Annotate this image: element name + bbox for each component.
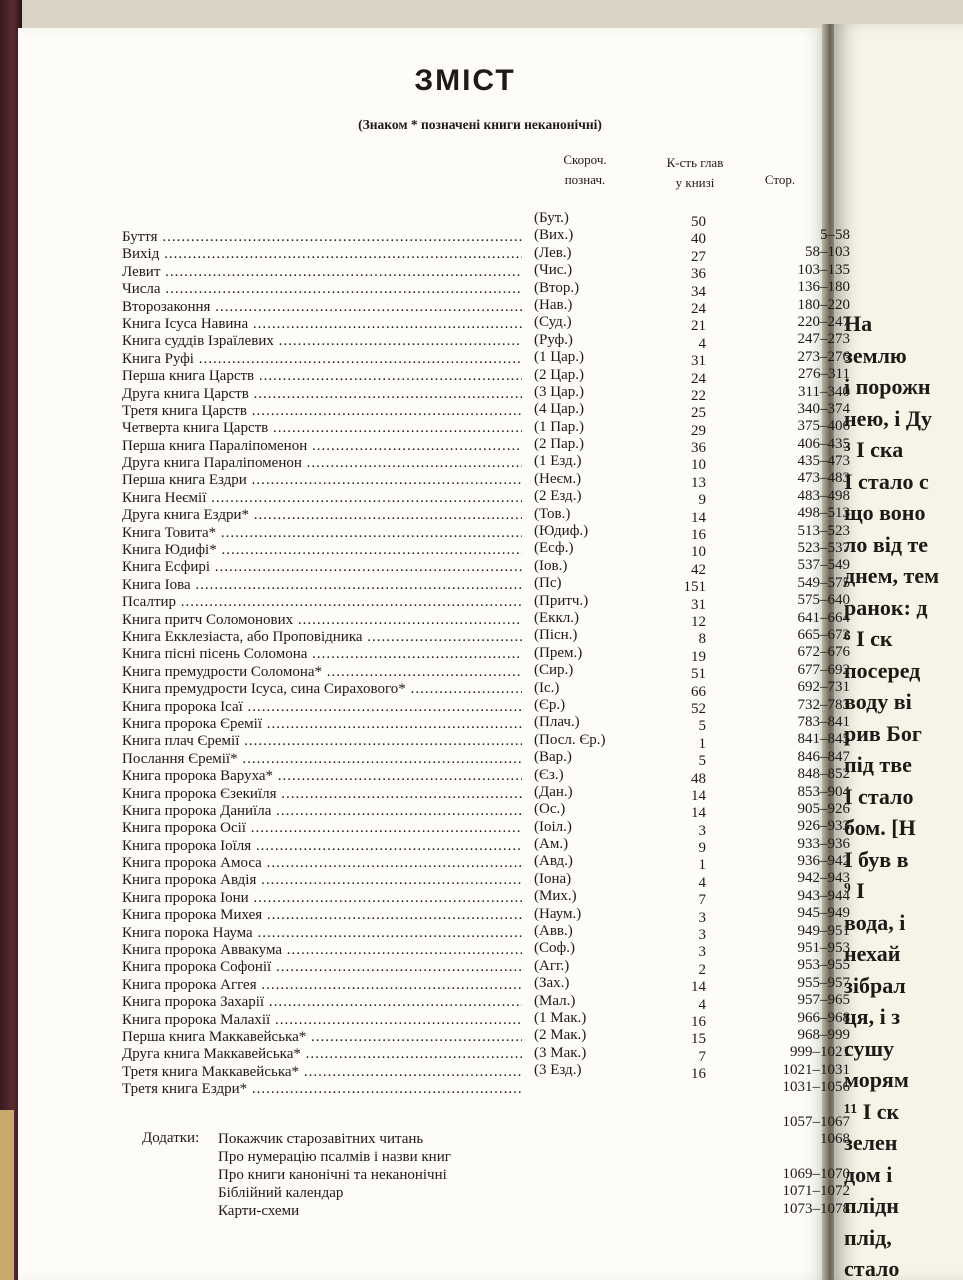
toc-abbreviation: (1 Цар.) — [534, 349, 584, 366]
toc-book-name: Левит ..... — [122, 264, 522, 281]
toc-page-range: 966–968 — [797, 1009, 850, 1026]
right-page-line: посеред — [844, 657, 921, 683]
toc-book-name: Книга Товита* ..... — [122, 525, 522, 542]
toc-chapter-count: 10 — [691, 544, 706, 561]
toc-book-name: Друга книга Царств ..... — [122, 386, 522, 403]
right-page-line: бом. [Н — [844, 815, 916, 840]
toc-abbreviation: (Чис.) — [534, 262, 573, 279]
toc-book-name: Книга пророка Даниїла ..... — [122, 803, 522, 820]
right-page-line: ранок: д — [844, 594, 928, 620]
page-title: ЗМІСТ — [414, 64, 516, 97]
toc-book-name: Книга Екклезіаста, або Проповідника ..... — [122, 629, 522, 646]
toc-abbreviation: (Авд.) — [534, 853, 573, 870]
right-page-line: землю — [844, 342, 907, 368]
supplements-label: Додатки: — [142, 1130, 200, 1146]
toc-page-range: 575–640 — [797, 592, 850, 609]
right-page-line: під тве — [844, 752, 912, 777]
right-page-line: стало — [844, 1256, 900, 1280]
toc-page-range: 498–513 — [797, 505, 850, 522]
right-page-line: ⁶ І ск — [844, 626, 893, 651]
toc-abbreviation: (Пс) — [534, 575, 562, 592]
toc-chapter-count: 21 — [691, 318, 706, 335]
toc-page-range: 677–692 — [797, 661, 850, 678]
toc-chapter-count: 8 — [698, 631, 706, 648]
toc-abbreviation: (1 Пар.) — [534, 418, 584, 435]
toc-abbreviation: (Бут.) — [534, 210, 569, 226]
toc-chapter-count: 16 — [691, 1013, 706, 1030]
toc-page-range: 549–575 — [797, 574, 850, 591]
right-page-line: ло від те — [844, 531, 929, 557]
toc-chapter-count: 27 — [691, 248, 706, 265]
toc-chapter-count: 51 — [691, 666, 706, 683]
toc-book-name: Книга пророка Софонії ..... — [122, 959, 522, 976]
toc-chapter-count: 10 — [691, 457, 706, 474]
toc-page-range: 513–523 — [797, 522, 850, 539]
toc-abbreviation: (Сир.) — [534, 662, 574, 679]
toc-page-range: 375–406 — [797, 418, 850, 435]
toc-chapter-count: 19 — [691, 648, 706, 665]
toc-page-range — [738, 1097, 850, 1114]
toc-chapter-count: 25 — [691, 405, 706, 422]
toc-abbreviation: (Еккл.) — [534, 609, 579, 626]
toc-abbreviation: (Вих.) — [534, 227, 574, 244]
toc-abbreviation: (Іов.) — [534, 557, 568, 574]
toc-book-name: Третя книга Маккавейська* ..... — [122, 1064, 522, 1081]
right-page-line: І стало с — [844, 468, 929, 494]
right-page-line: На — [844, 311, 873, 336]
toc-book-name: Книга пророка Захарії ..... — [122, 994, 522, 1011]
toc-page-range: 953–955 — [797, 957, 850, 974]
toc-chapter-count: 7 — [698, 1048, 706, 1065]
supplement-item: Біблійний календар — [218, 1185, 344, 1201]
toc-book-name: Друга книга Ездри* ..... — [122, 507, 522, 524]
right-page-line: плідн — [844, 1193, 899, 1218]
toc-book-name: Книга пророка Аввакума ..... — [122, 942, 522, 959]
toc-page-range: 483–498 — [797, 487, 850, 504]
toc-page-range: 949–951 — [797, 922, 850, 939]
toc-chapter-count: 16 — [691, 1066, 706, 1083]
toc-book-name: Книга Іова ..... — [122, 577, 522, 594]
toc-book-name: Книга плач Єремії ..... — [122, 733, 522, 750]
toc-abbreviation: (Дан.) — [534, 783, 573, 800]
right-page-line: ⁹ І — [844, 878, 865, 903]
toc-book-name: Книга пророка Ісаї ..... — [122, 699, 522, 716]
toc-page-range: 523–537 — [797, 540, 850, 557]
toc-abbreviation: (Притч.) — [534, 592, 589, 609]
toc-abbreviation: (Руф.) — [534, 331, 573, 348]
page-subtitle: (Знаком * позначені книги неканонічні) — [358, 117, 602, 132]
toc-abbreviation: (Вар.) — [534, 749, 572, 766]
right-page-line: воду ві — [844, 689, 912, 714]
toc-abbreviation: (Тов.) — [534, 505, 571, 522]
toc-page-range: 406–435 — [797, 435, 850, 452]
toc-page-range: 1031–1056 — [782, 1079, 850, 1096]
toc-abbreviation: (Пісн.) — [534, 627, 578, 644]
toc-abbreviation: (Прем.) — [534, 644, 583, 661]
toc-page-range: 103–135 — [797, 261, 850, 278]
right-page-line: ця, і з — [844, 1004, 901, 1029]
toc-page-range: 968–999 — [797, 1026, 850, 1043]
toc-book-name: Книга пророка Осії ..... — [122, 820, 522, 837]
toc-chapter-count: 5 — [698, 753, 706, 770]
toc-chapter-count: 42 — [691, 561, 706, 578]
toc-abbreviation: (Єз.) — [534, 766, 564, 783]
toc-page-range: 665–672 — [797, 626, 850, 643]
right-page-line: дом і — [844, 1161, 893, 1187]
right-page-line: ¹¹ І ск — [844, 1098, 900, 1124]
toc-abbreviation: (4 Цар.) — [534, 401, 584, 418]
toc-page-range: 136–180 — [797, 279, 850, 296]
toc-chapter-count: 66 — [691, 683, 706, 700]
toc-abbreviation: (Іона) — [534, 870, 572, 887]
toc-abbreviation: (Юдиф.) — [534, 523, 589, 540]
toc-book-name: Книга премудрости Ісуса, сина Сирахового* ..... — [122, 681, 522, 698]
toc-abbreviation: (3 Мак.) — [534, 1044, 587, 1061]
toc-page-range: 841–845 — [797, 731, 850, 748]
toc-page-range: 1069–1070 — [782, 1166, 850, 1183]
toc-book-name: Книга пророка Іони ..... — [122, 890, 522, 907]
toc-page-range: 435–473 — [797, 453, 850, 470]
toc-chapter-count: 3 — [698, 927, 706, 944]
toc-book-name: Книга пророка Амоса ..... — [122, 855, 522, 872]
page-range-column — [738, 227, 850, 1218]
toc-abbreviation: (Авв.) — [534, 923, 573, 940]
toc-chapter-count: 14 — [691, 979, 706, 996]
toc-chapter-count: 14 — [691, 805, 706, 822]
toc-book-name: Книга Ісуса Навина ..... — [122, 316, 522, 333]
toc-page-range: 692–731 — [797, 679, 850, 696]
toc-page-range: 180–220 — [797, 296, 850, 313]
toc-chapter-count: 50 — [691, 214, 706, 230]
toc-chapter-count: 1 — [698, 735, 706, 752]
right-page-line: нехай — [844, 941, 901, 966]
toc-chapter-count: 9 — [698, 840, 706, 857]
toc-book-name: Книга Есфирі ..... — [122, 559, 522, 576]
toc-abbreviation: (2 Пар.) — [534, 436, 584, 453]
toc-chapter-count: 52 — [691, 700, 706, 717]
toc-abbreviation: (Лев.) — [534, 244, 572, 261]
supplement-item: Про нумерацію псалмів і назви книг — [218, 1149, 451, 1165]
toc-chapter-count: 1 — [698, 857, 706, 874]
toc-page-range: 473–483 — [797, 470, 850, 487]
toc-abbreviation: (Суд.) — [534, 314, 572, 331]
toc-page-range: 276–311 — [798, 366, 850, 383]
toc-page-range: 955–957 — [797, 974, 850, 991]
toc-chapter-count: 16 — [691, 527, 706, 544]
toc-page-range: 732–783 — [797, 696, 850, 713]
toc-chapter-count: 7 — [698, 892, 706, 909]
toc-page-range: 5–58 — [820, 227, 850, 243]
header-abbr — [530, 150, 640, 190]
header-pages-label: Стор. — [764, 172, 796, 187]
toc-book-name: Книга порока Наума ..... — [122, 925, 522, 942]
header-pages — [750, 170, 810, 190]
toc-abbreviation: (Ос.) — [534, 801, 566, 818]
toc-abbreviation: (Посл. Єр.) — [534, 731, 606, 748]
toc-book-name: Перша книга Царств ..... — [122, 368, 522, 385]
toc-page-range: 1057–1067 — [782, 1113, 850, 1130]
toc-abbreviation: (Нав.) — [534, 296, 573, 313]
toc-abbreviation: (Зах.) — [534, 975, 570, 992]
toc-abbreviation: (1 Езд.) — [534, 453, 582, 470]
toc-page-range: 1073–1078 — [782, 1200, 850, 1217]
toc-abbreviation: (1 Мак.) — [534, 1009, 587, 1026]
toc-page-range: 58–103 — [805, 244, 850, 261]
right-page-line: нею, і Ду — [844, 405, 932, 431]
toc-book-name: Друга книга Параліпоменон ..... — [122, 455, 522, 472]
toc-book-name: Перша книга Ездри ..... — [122, 472, 522, 489]
toc-chapter-count: 14 — [691, 787, 706, 804]
right-page-line: ³ І ска — [844, 437, 904, 462]
toc-page-range: 926–933 — [797, 818, 850, 835]
toc-abbreviation: (Мал.) — [534, 992, 576, 1009]
toc-book-name: Послання Єремії* ..... — [122, 751, 522, 768]
toc-book-name: Книга пророка Аггея ..... — [122, 977, 522, 994]
toc-book-name: Псалтир ..... — [122, 594, 522, 611]
toc-page-range: 846–847 — [797, 748, 850, 765]
right-page-line: І був в — [844, 846, 909, 872]
toc-abbreviation: (Мих.) — [534, 888, 577, 905]
toc-book-name: Книга Неємії ..... — [122, 490, 522, 507]
toc-book-name: Книга пісні пісень Соломона ..... — [122, 646, 522, 663]
toc-book-name: Книга суддів Ізраїлевих ..... — [122, 333, 522, 350]
toc-chapter-count: 3 — [698, 909, 706, 926]
toc-chapter-count: 151 — [683, 579, 706, 596]
toc-page-range: 999–1021 — [790, 1044, 850, 1061]
toc-page-range: 945–949 — [797, 905, 850, 922]
toc-book-name: Буття ..... — [122, 229, 522, 246]
toc-abbreviation: (Іс.) — [534, 679, 560, 696]
toc-abbreviation: (Агг.) — [534, 957, 570, 974]
header-chapters — [640, 153, 750, 193]
toc-page-range: 957–965 — [797, 992, 850, 1009]
toc-chapter-count: 4 — [698, 996, 706, 1013]
toc-abbreviation: (Втор.) — [534, 279, 580, 296]
toc-book-name: Книга Юдифі* ..... — [122, 542, 522, 559]
toc-book-name: Книга пророка Малахії ..... — [122, 1012, 522, 1029]
toc-chapter-count: 24 — [691, 370, 706, 387]
toc-page-range: 1068 — [820, 1131, 850, 1148]
book-cover-corner — [0, 1110, 14, 1280]
toc-book-name: Книга пророка Єремії ..... — [122, 716, 522, 733]
toc-chapter-count: 22 — [691, 387, 706, 404]
toc-page-range: 848–852 — [797, 766, 850, 783]
right-page-line: плід, — [844, 1224, 892, 1250]
toc-chapter-count: 24 — [691, 300, 706, 317]
toc-chapter-count: 29 — [691, 422, 706, 439]
toc-chapter-count: 5 — [698, 718, 706, 735]
toc-book-name: Третя книга Ездри* ..... — [122, 1081, 522, 1098]
supplements-list — [218, 1130, 451, 1220]
toc-chapter-count: 3 — [698, 822, 706, 839]
toc-book-name: Книга пророка Єзекиїля ..... — [122, 786, 522, 803]
toc-chapter-count: 12 — [691, 613, 706, 630]
toc-page-range: 933–936 — [797, 835, 850, 852]
abbreviations-column — [534, 210, 634, 1080]
toc-abbreviation: (2 Цар.) — [534, 366, 584, 383]
toc-book-name: Книга пророка Іоїля ..... — [122, 838, 522, 855]
right-page-line: що воно — [844, 500, 926, 525]
toc-abbreviation: (Ам.) — [534, 836, 569, 853]
toc-chapter-count: 2 — [698, 961, 706, 978]
toc-abbreviation: (Неєм.) — [534, 470, 582, 487]
toc-book-name: Второзаконня ..... — [122, 299, 522, 316]
toc-book-name: Перша книга Маккавейська* ..... — [122, 1029, 522, 1046]
header-abbr-label: Скороч. познач. — [563, 152, 607, 187]
toc-book-name: Книга премудрости Соломона* ..... — [122, 664, 522, 681]
toc-book-name: Книга притч Соломонових ..... — [122, 612, 522, 629]
toc-book-name: Вихід ..... — [122, 246, 522, 263]
toc-page-range: 943–944 — [797, 887, 850, 904]
toc-page-range: 340–374 — [797, 400, 850, 417]
toc-abbreviation: (2 Мак.) — [534, 1027, 587, 1044]
right-page-line: днем, тем — [844, 563, 940, 588]
toc-page-range: 783–841 — [797, 713, 850, 730]
toc-page-range: 1071–1072 — [782, 1183, 850, 1200]
right-page-line: вода, і — [844, 909, 906, 935]
right-page-line: зібрал — [844, 972, 906, 998]
toc-book-name: Четверта книга Царств ..... — [122, 420, 522, 437]
toc-chapter-count: 4 — [698, 874, 706, 891]
right-page-line: І стало — [844, 783, 914, 809]
toc-page-range: 220–247 — [797, 313, 850, 330]
toc-chapter-count: 4 — [698, 335, 706, 352]
toc-chapter-count: 34 — [691, 283, 706, 300]
toc-book-name: Книга Руфі ..... — [122, 351, 522, 368]
toc-chapter-count: 15 — [691, 1031, 706, 1048]
right-page-line: сушу — [844, 1035, 895, 1061]
toc-book-name: Перша книга Параліпоменон ..... — [122, 438, 522, 455]
toc-chapter-count: 36 — [691, 266, 706, 283]
toc-page-range: 537–549 — [797, 557, 850, 574]
toc-page-range: 951–953 — [797, 940, 850, 957]
right-page-line: рив Бог — [844, 720, 922, 746]
toc-abbreviation: (3 Езд.) — [534, 1062, 582, 1079]
right-page — [834, 24, 963, 1280]
supplement-item: Покажчик старозавітних читань — [218, 1131, 424, 1147]
toc-page-range: 247–273 — [797, 331, 850, 348]
toc-page-range: 273–276 — [797, 348, 850, 365]
toc-page-range: 853–904 — [797, 783, 850, 800]
toc-chapter-count: 48 — [691, 770, 706, 787]
toc-page-range: 936–942 — [797, 853, 850, 870]
toc-book-name: Друга книга Маккавейська* ..... — [122, 1046, 522, 1063]
toc-chapter-count: 13 — [691, 474, 706, 491]
toc-chapter-count: 40 — [691, 231, 706, 248]
toc-abbreviation: (3 Цар.) — [534, 383, 584, 400]
toc-chapter-count: 9 — [698, 492, 706, 509]
book-names-column — [122, 229, 522, 1099]
supplement-item: Карти-схеми — [218, 1203, 300, 1219]
toc-chapter-count: 3 — [698, 944, 706, 961]
right-page-line: зелен — [844, 1130, 898, 1155]
toc-abbreviation: (Соф.) — [534, 940, 575, 957]
header-chapters-label: К-сть глав у книзі — [666, 155, 724, 190]
toc-page-range: 641–664 — [797, 609, 850, 626]
toc-book-name: Третя книга Царств ..... — [122, 403, 522, 420]
chapter-count-column — [652, 214, 706, 1084]
toc-chapter-count: 36 — [691, 440, 706, 457]
toc-page-range: 1021–1031 — [782, 1061, 850, 1078]
toc-page-range: 942–943 — [797, 870, 850, 887]
toc-chapter-count: 31 — [691, 353, 706, 370]
toc-book-name: Книга пророка Михея ..... — [122, 907, 522, 924]
toc-chapter-count: 31 — [691, 596, 706, 613]
toc-page-range — [738, 1149, 850, 1166]
toc-abbreviation: (Есф.) — [534, 540, 574, 557]
toc-abbreviation: (Плач.) — [534, 714, 580, 731]
toc-abbreviation: (Наум.) — [534, 905, 582, 922]
toc-abbreviation: (Єр.) — [534, 696, 566, 713]
toc-abbreviation: (Іоіл.) — [534, 818, 572, 835]
toc-page-range: 672–676 — [797, 644, 850, 661]
right-page-line: морям — [844, 1067, 909, 1092]
toc-chapter-count: 14 — [691, 509, 706, 526]
supplement-item: Про книги канонічні та неканонічні — [218, 1167, 447, 1183]
toc-book-name: Книга пророка Варуха* ..... — [122, 768, 522, 785]
toc-book-name: Книга пророка Авдія ..... — [122, 872, 522, 889]
toc-page-range: 905–926 — [797, 800, 850, 817]
toc-book-name: Числа ..... — [122, 281, 522, 298]
toc-page-range: 311–340 — [798, 383, 850, 400]
right-page-line: і порожн — [844, 374, 931, 399]
toc-abbreviation: (2 Езд.) — [534, 488, 582, 505]
